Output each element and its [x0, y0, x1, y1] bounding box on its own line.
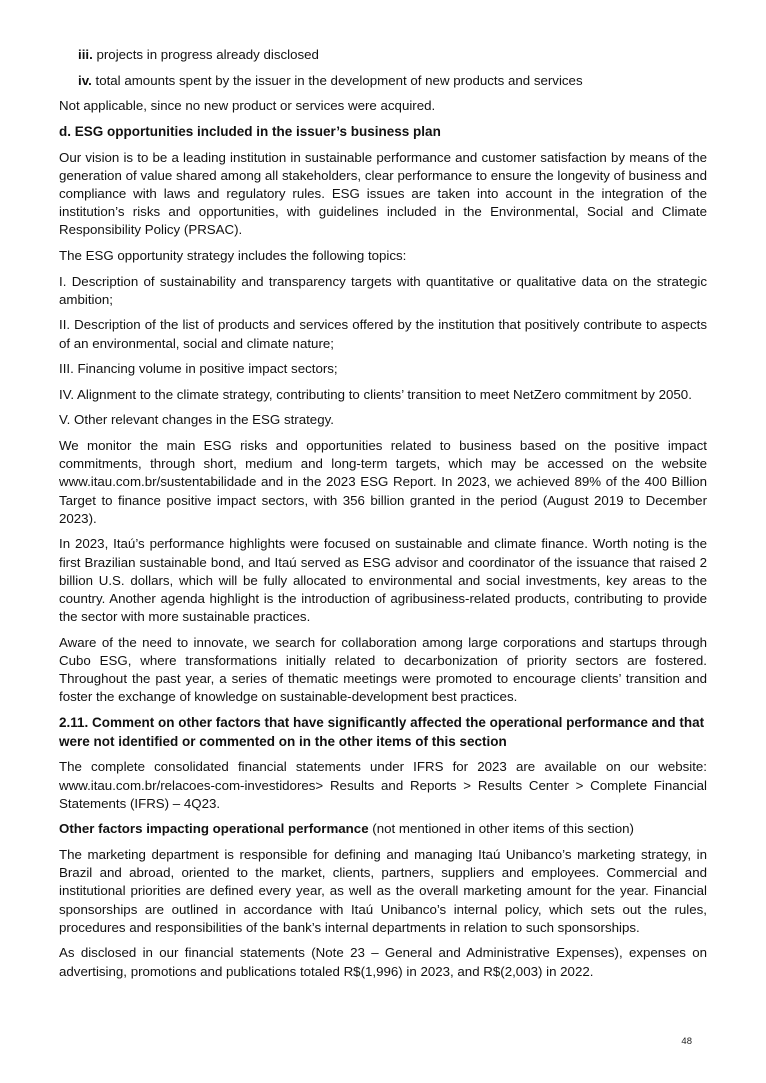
expenses-paragraph: As disclosed in our financial statements (Note 23 – General and Administrative Expenses), expenses on advertising, promotions and publications totaled R$(1,996) in 2023, and R$(2,003) in 2022. [59, 945, 707, 979]
topic-item: I. Description of sustainability and transparency targets with quantitative or qualitative data on the strategic ambition; [59, 273, 707, 307]
topic-item: IV. Alignment to the climate strategy, contributing to clients’ transition to meet NetZero commitment by 2050. [59, 386, 692, 402]
document-page [59, 46, 707, 988]
topic-item: V. Other relevant changes in the ESG strategy. [59, 412, 334, 428]
other-factors-line [59, 820, 707, 838]
innovate-paragraph: Aware of the need to innovate, we search for collaboration among large corporations and startups through Cubo ESG, where transformations initially related to decarbonization of priority sectors are fostered. Throughout the past year, a series of thematic meetings were promoted to encourage clients’ transition and foster the exchange of knowledge on sustainable-development best practices. [59, 634, 707, 705]
list-item-iv [59, 72, 707, 90]
marketing-paragraph: The marketing department is responsible for defining and managing Itaú Unibanco’s marketing strategy, in Brazil and abroad, oriented to the market, clients, partners, suppliers and employees. Commercial and institutional priorities are defined every year, as well as the overall marketing amount for the year. Financial sponsorships are outlined in accordance with Itaú Unibanco’s internal policy, which sets out the rules, procedures and responsibilities of the bank’s internal departments in relation to such sponsorships. [59, 847, 707, 935]
topic-item: III. Financing volume in positive impact sectors; [59, 361, 338, 377]
page-number: 48 [681, 1036, 692, 1047]
topic-item: II. Description of the list of products and services offered by the institution that positively contribute to aspects of an environmental, social and climate nature; [59, 317, 707, 351]
list-item-text: total amounts spent by the issuer in the development of new products and services [95, 72, 583, 88]
section-211-heading: 2.11. Comment on other factors that have significantly affected the operational performance and that were not identified or commented on in the other items of this section [59, 715, 705, 749]
section-d-heading: d. ESG opportunities included in the issuer’s business plan [59, 123, 441, 139]
vision-paragraph: Our vision is to be a leading institution in sustainable performance and customer satisfaction by means of the generation of value shared among all stakeholders, clear performance to ensure the longevity of business and compliance with laws and regulatory rules. ESG issues are taken into account in the integration of the institution’s risks and opportunities, with guidelines included in the Environmental, Social and Climate Responsibility Policy (PRSAC). [59, 149, 707, 238]
list-item-number: iv. [78, 72, 92, 88]
highlights-paragraph: In 2023, Itaú’s performance highlights were focused on sustainable and climate finance. Worth noting is the first Brazilian sustainable bond, and Itaú served as ESG advisor and coordinator of the issuance that raised 2 billion U.S. dollars, which will be fully allocated to environmental and social investments, key areas to the country. Another agenda highlight is the introduction of agribusiness-related products, contributing to provide the sector with more sustainable practices. [59, 536, 707, 625]
list-item-text: projects in progress already disclosed [96, 47, 319, 62]
other-factors-note: (not mentioned in other items of this section) [368, 821, 634, 837]
list-item-number: iii. [78, 47, 93, 62]
statements-paragraph: The complete consolidated financial statements under IFRS for 2023 are available on our website: www.itau.com.br/relacoes-com-investidores> Results and Reports > Results Center > Complete Financial Statements (IFRS) – 4Q23. [59, 759, 707, 811]
list-item-iii [59, 46, 707, 64]
strategy-intro: The ESG opportunity strategy includes the following topics: [59, 248, 407, 264]
not-applicable-note: Not applicable, since no new product or services were acquired. [59, 98, 436, 114]
other-factors-title: Other factors impacting operational performance [59, 821, 369, 837]
monitor-paragraph: We monitor the main ESG risks and opportunities related to business based on the positive impact commitments, through short, medium and long-term targets, which may be accessed on the website www.itau.com.br/sustentabilidade and in the 2023 ESG Report. In 2023, we achieved 89% of the 400 Billion Target to finance positive impact sectors, with 356 billion granted in the period (August 2019 to December 2023). [59, 438, 707, 526]
